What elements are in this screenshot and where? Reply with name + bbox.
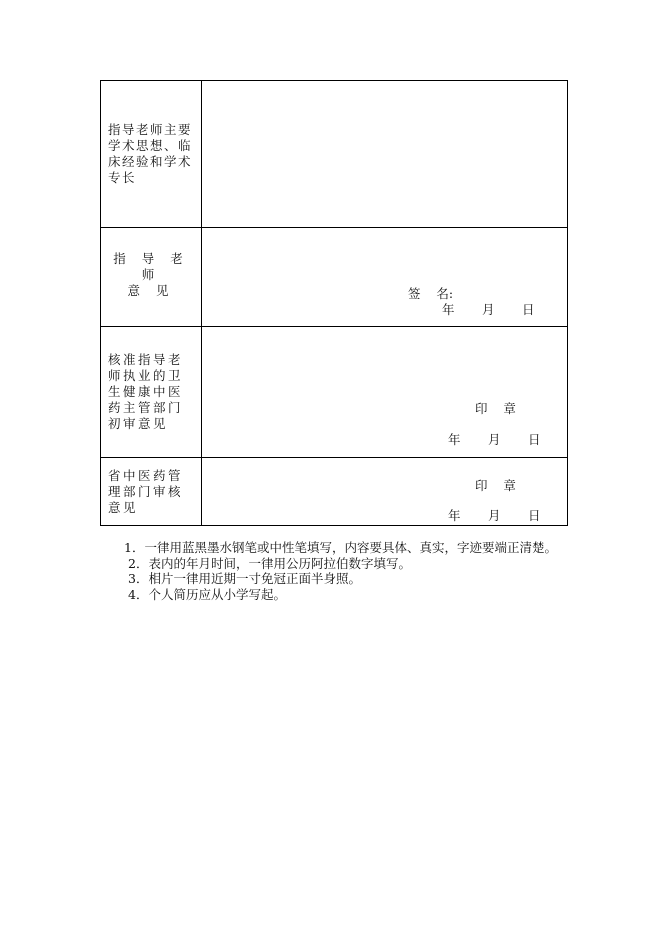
provincial-review-label: 省中医药管理部门审核意见 xyxy=(108,468,184,515)
date-year: 年 xyxy=(442,302,455,317)
provincial-review-field[interactable] xyxy=(202,458,568,526)
date-day: 日 xyxy=(522,302,535,317)
row-preliminary-review xyxy=(101,327,568,458)
mentor-opinion-label-line1: 指 导 老 师 xyxy=(113,251,189,282)
signature-label: 签 名: xyxy=(408,286,454,301)
date-month: 月 xyxy=(488,432,501,447)
row-provincial-review xyxy=(101,458,568,526)
preliminary-review-field[interactable] xyxy=(202,327,568,458)
preliminary-review-label: 核准指导老师执业的卫生健康中医药主管部门初审意见 xyxy=(108,352,184,431)
note-4: 4．个人简历应从小学写起。 xyxy=(128,586,286,602)
note-3: 3．相片一律用近期一寸免冠正面半身照。 xyxy=(128,571,361,586)
seal-label: 印 章 xyxy=(475,478,516,493)
date-month: 月 xyxy=(482,302,495,317)
note-1: 1．一律用蓝黑墨水钢笔或中性笔填写，内容要具体、真实，字迹要端正清楚。 xyxy=(124,540,557,555)
mentor-opinion-label-line2: 意 见 xyxy=(127,283,175,298)
date-year: 年 xyxy=(448,508,461,523)
date-day: 日 xyxy=(528,508,541,523)
date-year: 年 xyxy=(448,432,461,447)
row-mentor-opinion xyxy=(101,228,568,327)
note-2: 2．表内的年月时间，一律用公历阿拉伯数字填写。 xyxy=(128,555,411,571)
row-mentor-expertise xyxy=(101,81,568,228)
date-day: 日 xyxy=(528,432,541,447)
mentor-expertise-label: 指导老师主要学术思想、临床经验和学术专长 xyxy=(108,122,193,185)
instructions xyxy=(104,540,574,602)
label-cell xyxy=(101,228,202,327)
label-cell xyxy=(101,81,202,228)
label-cell xyxy=(101,327,202,458)
label-cell xyxy=(101,458,202,526)
mentor-expertise-field[interactable] xyxy=(202,81,568,228)
seal-label: 印 章 xyxy=(475,401,516,416)
date-month: 月 xyxy=(488,508,501,523)
mentor-opinion-field[interactable] xyxy=(202,228,568,327)
mentor-review-form xyxy=(100,80,568,526)
